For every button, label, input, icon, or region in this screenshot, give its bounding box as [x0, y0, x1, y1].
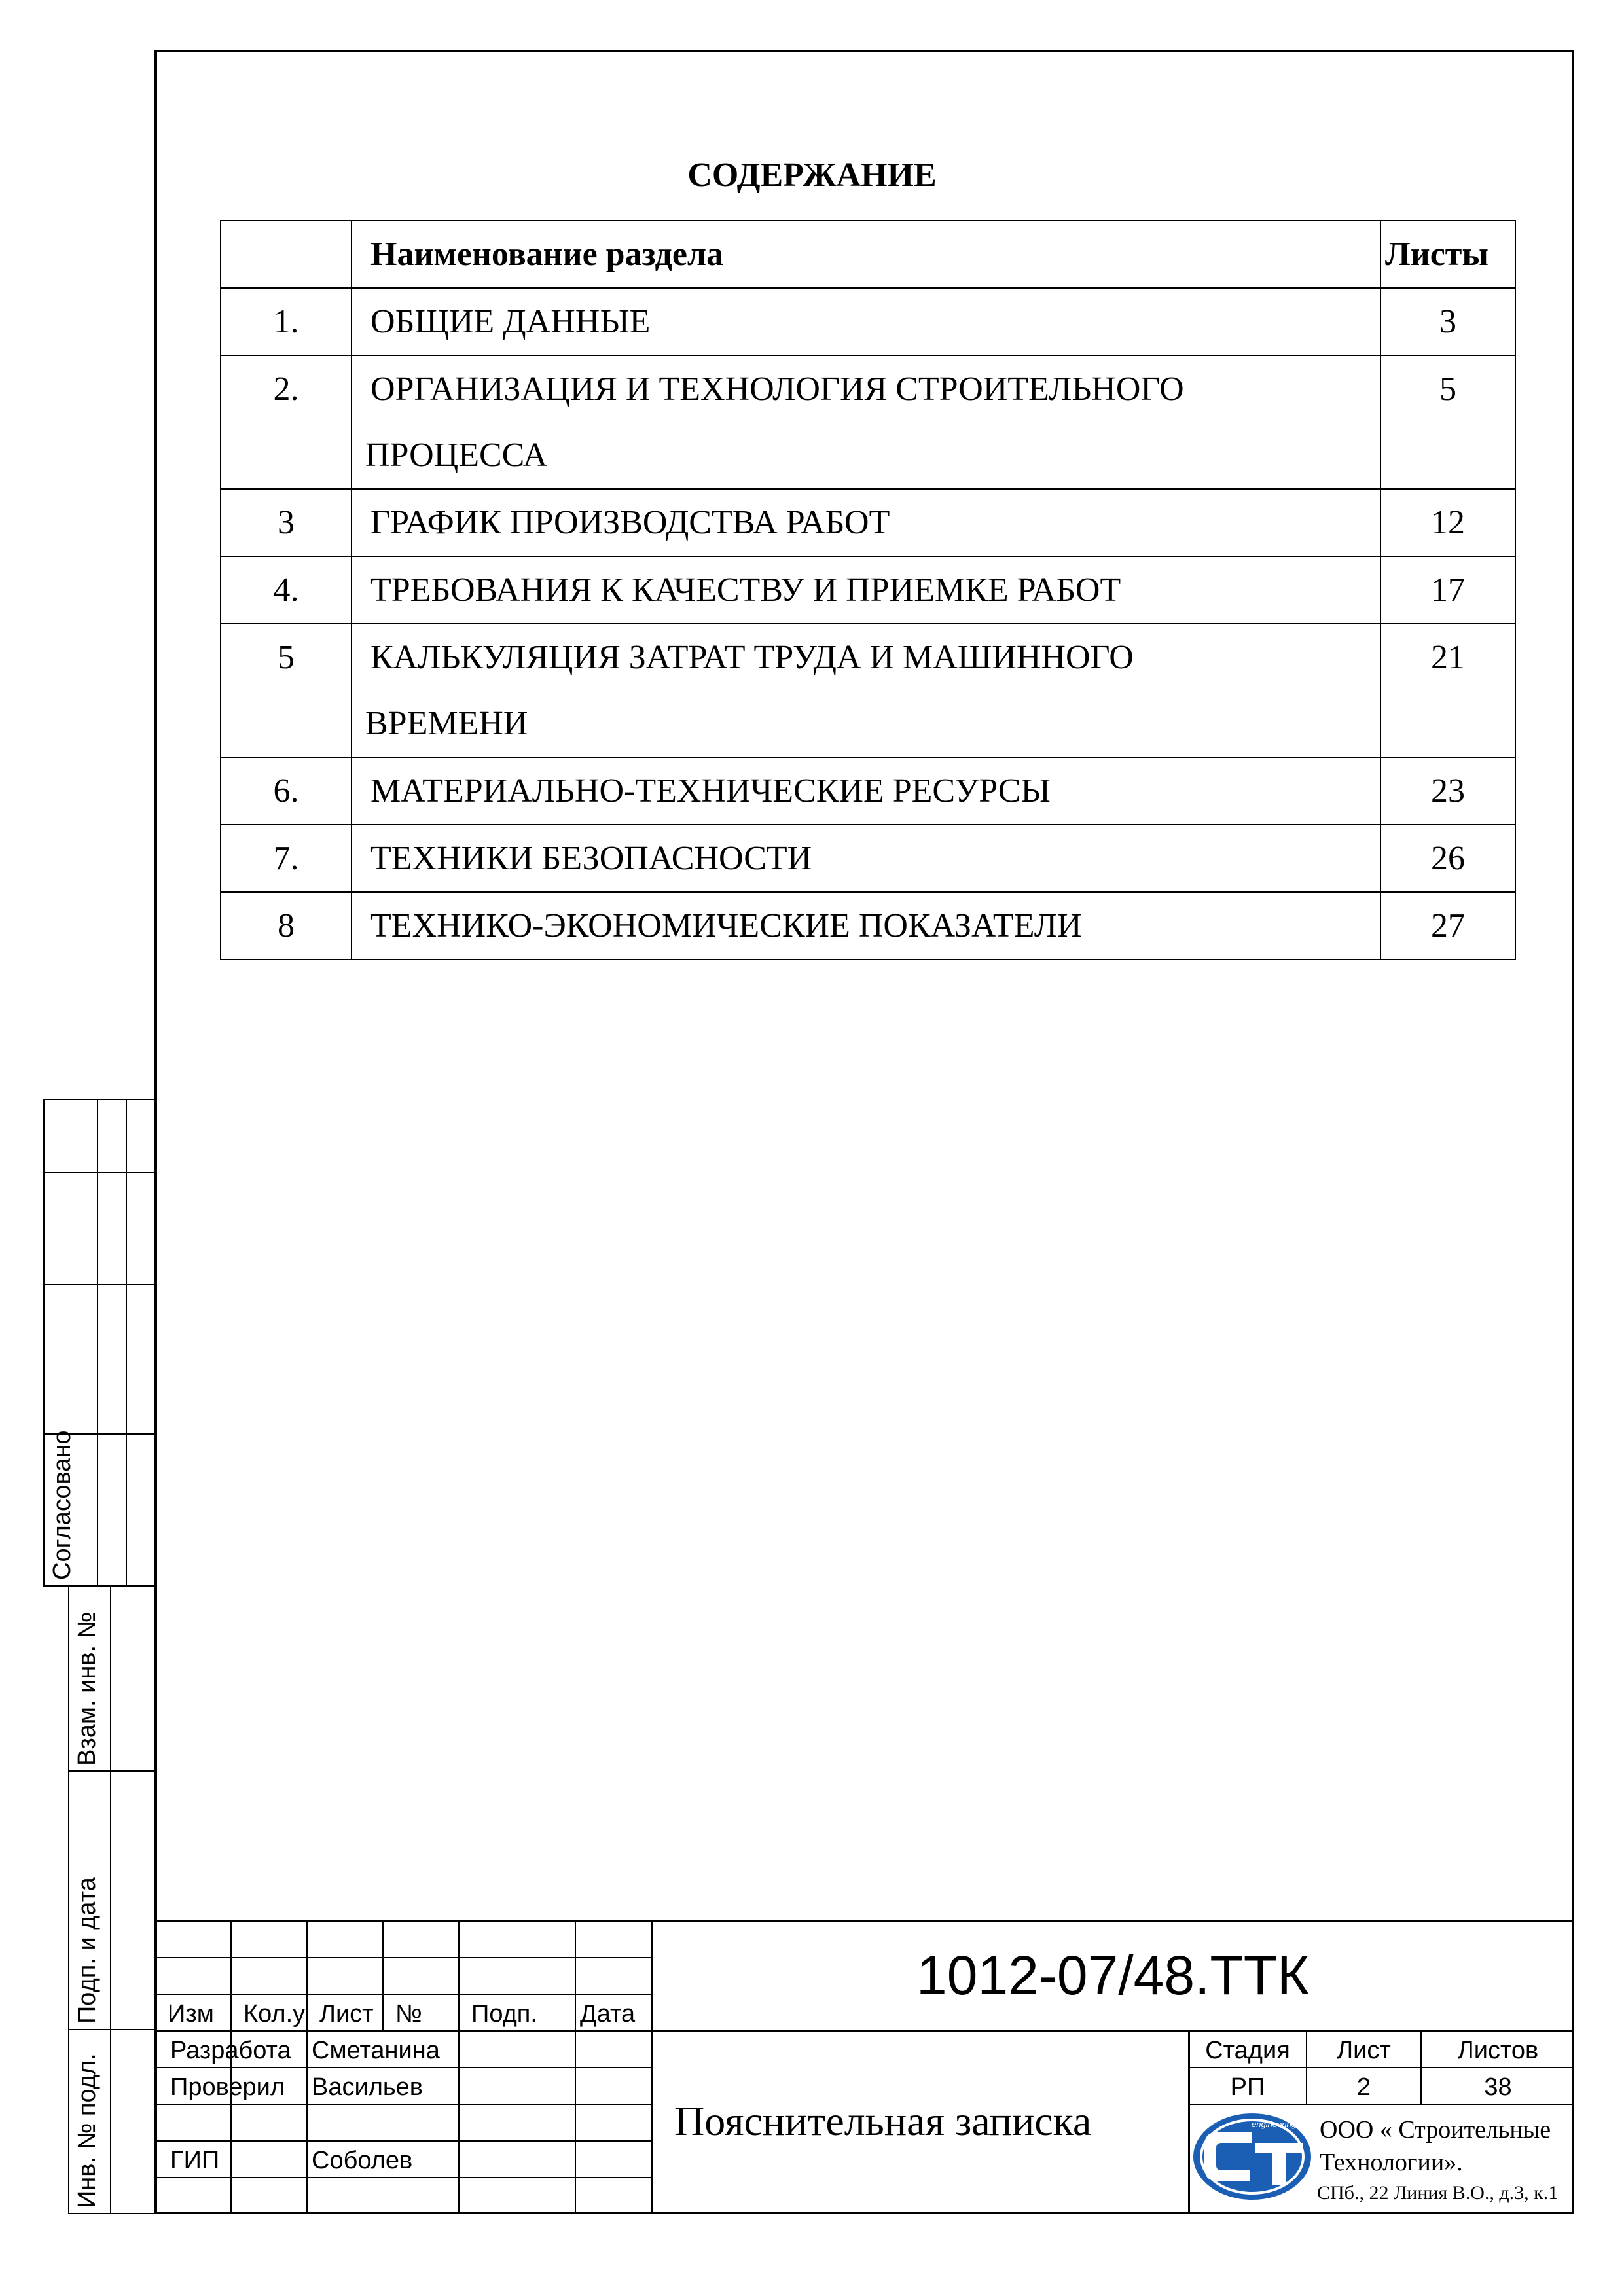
company-line1: ООО « Строительные: [1320, 2116, 1551, 2144]
company-line2: Технологии».: [1320, 2149, 1463, 2176]
stamp-role: Разработа: [170, 2037, 291, 2064]
toc-header-row: [221, 221, 1515, 288]
sheet-value: 2: [1356, 2073, 1371, 2101]
toc-header-num: [221, 221, 352, 288]
toc-row-num: 3: [221, 489, 352, 556]
toc-row: [221, 825, 1515, 892]
toc-row-name: [352, 892, 1380, 960]
toc-row: [221, 489, 1515, 556]
toc-header-name: Наименование раздела: [352, 221, 1380, 288]
toc-body: [221, 288, 1515, 960]
toc-row-name-line: ВРЕМЕНИ: [365, 705, 528, 742]
stamp-person: Васильев: [312, 2073, 423, 2101]
stamp-col-nomer-doc: №: [395, 2000, 422, 2028]
sheets-label: Листов: [1457, 2037, 1539, 2064]
toc-row-name-line: ТРЕБОВАНИЯ К КАЧЕСТВУ И ПРИЕМКЕ РАБОТ: [370, 571, 1121, 609]
stamp-col-podp: Подп.: [471, 2000, 537, 2028]
toc-row-num: 6.: [221, 757, 352, 825]
toc-row-sheet: 5: [1380, 355, 1515, 489]
toc-row: [221, 624, 1515, 757]
doc-title: Пояснительная записка: [674, 2098, 1092, 2144]
stamp-role: Проверил: [170, 2073, 285, 2101]
toc-row-name-line: КАЛЬКУЛЯЦИЯ ЗАТРАТ ТРУДА И МАШИННОГО: [370, 639, 1134, 676]
sheets-value: 38: [1484, 2073, 1512, 2101]
toc-row-name-line: ОБЩИЕ ДАННЫЕ: [370, 303, 651, 340]
toc-row-name: [352, 489, 1380, 556]
toc-row-sheet: 3: [1380, 288, 1515, 355]
toc-row-sheet: 12: [1380, 489, 1515, 556]
toc-row-name-line: ТЕХНИКИ БЕЗОПАСНОСТИ: [370, 840, 812, 877]
toc-row-num: 2.: [221, 355, 352, 489]
toc-row-name: [352, 556, 1380, 624]
toc-row-name-line: ТЕХНИКО-ЭКОНОМИЧЕСКИЕ ПОКАЗАТЕЛИ: [370, 907, 1082, 944]
toc-row-name-line: МАТЕРИАЛЬНО-ТЕХНИЧЕСКИЕ РЕСУРСЫ: [370, 772, 1051, 810]
toc-row: [221, 288, 1515, 355]
toc-row: [221, 757, 1515, 825]
company-logo: [1190, 2108, 1314, 2206]
toc-table: [220, 220, 1516, 960]
toc-row-name-line: ПРОЦЕССА: [365, 437, 548, 474]
toc-row-name: [352, 355, 1380, 489]
stamp-person: Сметанина: [312, 2037, 440, 2064]
stamp-col-kol-uch: Кол.у: [244, 2000, 306, 2028]
toc-row-num: 7.: [221, 825, 352, 892]
toc-row-name: [352, 624, 1380, 757]
doc-code: 1012-07/48.ТТК: [916, 1945, 1309, 2006]
sign-date-label: Подп. и дата: [73, 1877, 101, 2024]
toc-row-sheet: 27: [1380, 892, 1515, 960]
agreed-label: Согласовано: [48, 1430, 76, 1580]
toc-row-sheet: 17: [1380, 556, 1515, 624]
toc-title: СОДЕРЖАНИЕ: [687, 156, 937, 194]
toc-row-name: [352, 825, 1380, 892]
toc-row-num: 8: [221, 892, 352, 960]
toc-row-sheet: 23: [1380, 757, 1515, 825]
stamp-col-list: Лист: [319, 2000, 374, 2028]
toc-row: [221, 355, 1515, 489]
toc-row-name: [352, 288, 1380, 355]
replace-inv-label: Взам. инв. №: [73, 1611, 101, 1766]
toc-row-num: 4.: [221, 556, 352, 624]
logo-text: engineering: [1252, 2119, 1296, 2129]
toc-row-num: 5: [221, 624, 352, 757]
toc-header-sheets: Листы: [1380, 221, 1515, 288]
toc-row: [221, 556, 1515, 624]
stage-label: Стадия: [1205, 2037, 1290, 2064]
toc-row-sheet: 26: [1380, 825, 1515, 892]
sheet-label: Лист: [1337, 2037, 1391, 2064]
toc-row-sheet: 21: [1380, 624, 1515, 757]
stage-value: РП: [1230, 2073, 1265, 2101]
stamp-col-izm: Изм: [168, 2000, 214, 2028]
company-address: СПб., 22 Линия В.О., д.3, к.1: [1317, 2182, 1559, 2204]
stamp-person: Соболев: [312, 2147, 413, 2174]
stamp-col-data: Дата: [580, 2000, 636, 2028]
stamp-role: ГИП: [170, 2147, 220, 2174]
toc-row-num: 1.: [221, 288, 352, 355]
toc-row: [221, 892, 1515, 960]
inv-orig-label: Инв. № подл.: [73, 2053, 101, 2208]
toc-row-name: [352, 757, 1380, 825]
toc-row-name-line: ОРГАНИЗАЦИЯ И ТЕХНОЛОГИЯ СТРОИТЕЛЬНОГО: [370, 370, 1184, 408]
toc-row-name-line: ГРАФИК ПРОИЗВОДСТВА РАБОТ: [370, 504, 890, 541]
